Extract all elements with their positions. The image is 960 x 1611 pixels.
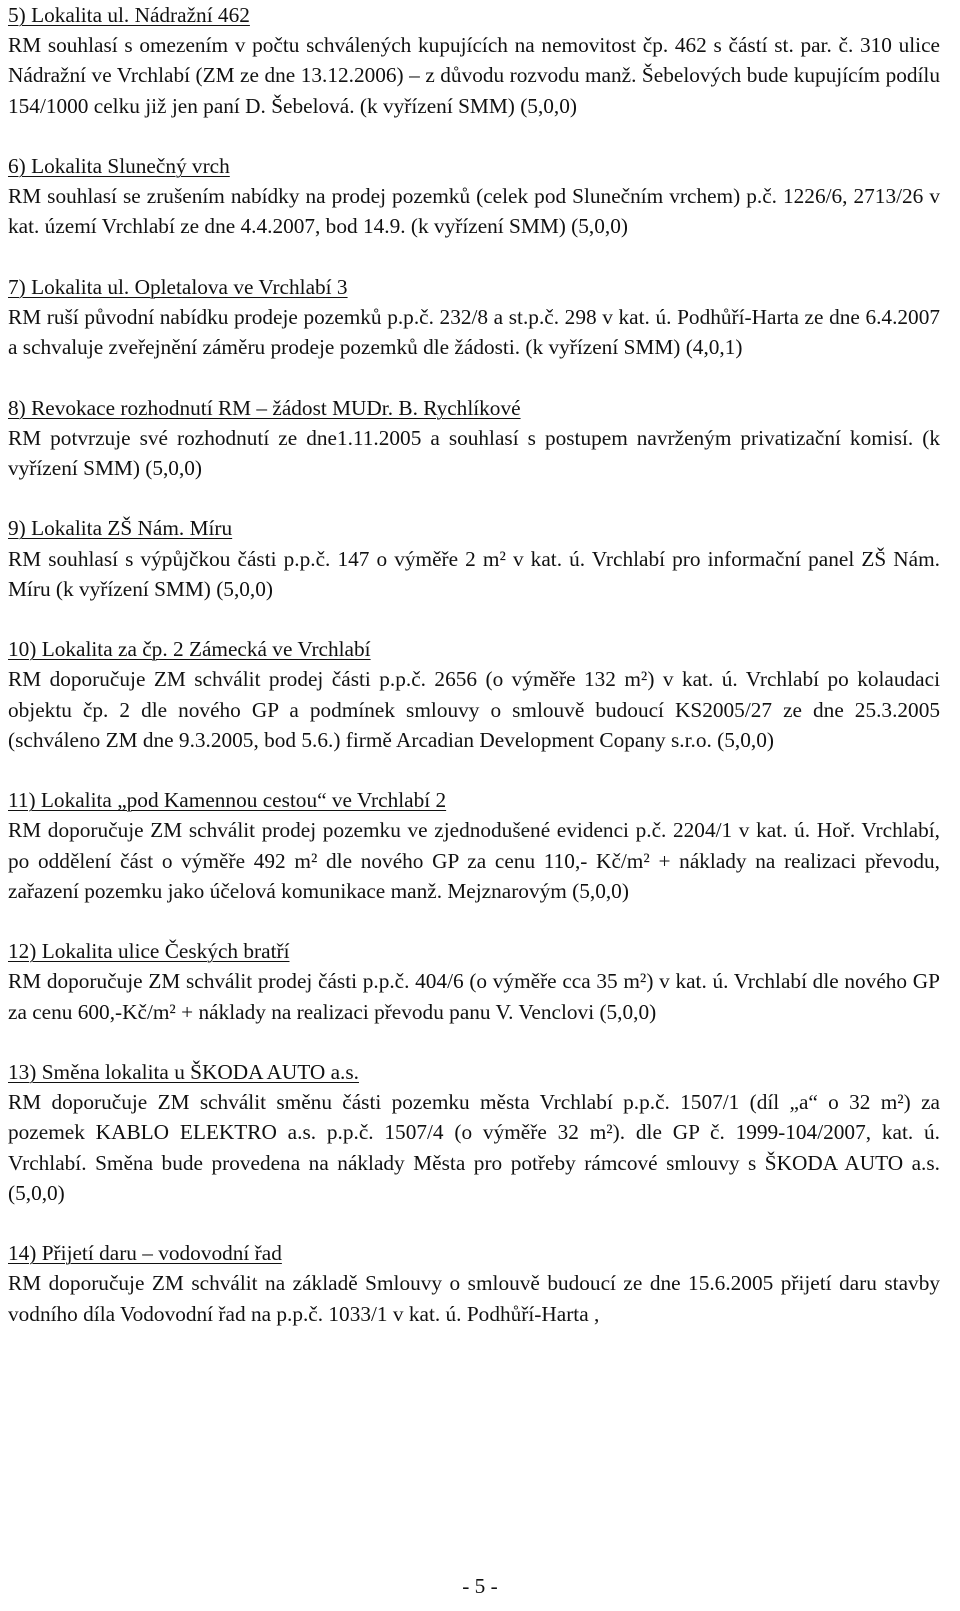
section-heading: 11) Lokalita „pod Kamennou cestou“ ve Vrchlabí 2: [8, 788, 447, 813]
section-10: [8, 634, 940, 755]
section-body: RM souhlasí se zrušením nabídky na prodej pozemků (celek pod Slunečním vrchem) p.č. 1226/6, 2713/26 v kat. území Vrchlabí ze dne 4.4.2007, bod 14.9. (k vyřízení SMM) (5,0,0): [8, 184, 940, 239]
section-heading: 8) Revokace rozhodnutí RM – žádost MUDr. B. Rychlíkové: [8, 395, 521, 420]
section-body: RM doporučuje ZM schválit směnu části pozemku města Vrchlabí p.p.č. 1507/1 (díl „a“ o 32 m²) za pozemek KABLO ELEKTRO a.s. p.p.č. 1507/4 (o výměře 32 m²). dle GP č. 1999-104/2007, kat. ú. Vrchlabí. Směna bude provedena na náklady Města pro potřeby rámcové smlouvy s ŠKODA AUTO a.s. (5,0,0): [8, 1090, 940, 1205]
section-body: RM doporučuje ZM schválit prodej části p.p.č. 404/6 (o výměře cca 35 m²) v kat. ú. Vrchlabí dle nového GP za cenu 600,-Kč/m² + náklady na realizaci převodu panu V. Venclovi (5,0,0): [8, 969, 940, 1024]
section-body: RM souhlasí s omezením v počtu schválených kupujících na nemovitost čp. 462 s částí st. par. č. 310 ulice Nádražní ve Vrchlabí (ZM ze dne 13.12.2006) – z důvodu rozvodu manž. Šebelových bude kupujícím podílu 154/1000 celku již jen paní D. Šebelová. (k vyřízení SMM) (5,0,0): [8, 33, 940, 118]
section-body: RM doporučuje ZM schválit prodej části p.p.č. 2656 (o výměře 132 m²) v kat. ú. Vrchlabí po kolaudaci objektu čp. 2 dle nového GP a podmínek smlouvy o smlouvě budoucí KS2005/27 ze dne 25.3.2005 (schváleno ZM dne 9.3.2005, bod 5.6.) firmě Arcadian Development Copany s.r.o. (5,0,0): [8, 667, 940, 752]
section-12: [8, 936, 940, 1027]
section-7: [8, 272, 940, 363]
section-heading: 9) Lokalita ZŠ Nám. Míru: [8, 516, 233, 541]
section-heading: 7) Lokalita ul. Opletalova ve Vrchlabí 3: [8, 274, 348, 299]
section-heading: 12) Lokalita ulice Českých bratří: [8, 939, 290, 964]
section-5: [8, 0, 940, 121]
section-6: [8, 151, 940, 242]
section-body: RM doporučuje ZM schválit na základě Smlouvy o smlouvě budoucí ze dne 15.6.2005 přijetí daru stavby vodního díla Vodovodní řad na p.p.č. 1033/1 v kat. ú. Podhůří-Harta ,: [8, 1271, 940, 1326]
section-8: [8, 393, 940, 484]
section-body: RM ruší původní nabídku prodeje pozemků p.p.č. 232/8 a st.p.č. 298 v kat. ú. Podhůří-Harta ze dne 6.4.2007 a schvaluje zveřejnění záměru prodeje pozemků dle žádosti. (k vyřízení SMM) (4,0,1): [8, 305, 940, 360]
section-heading: 6) Lokalita Slunečný vrch: [8, 154, 230, 178]
section-13: [8, 1057, 940, 1208]
section-heading: 13) Směna lokalita u ŠKODA AUTO a.s.: [8, 1059, 359, 1084]
section-11: [8, 785, 940, 906]
section-heading: 14) Přijetí daru – vodovodní řad: [8, 1241, 282, 1266]
page-number: - 5 -: [462, 1574, 498, 1598]
section-body: RM potvrzuje své rozhodnutí ze dne1.11.2005 a souhlasí s postupem navrženým privatizační komisí. (k vyřízení SMM) (5,0,0): [8, 425, 940, 480]
section-heading: 5) Lokalita ul. Nádražní 462: [8, 3, 250, 27]
section-9: [8, 513, 940, 604]
section-body: RM souhlasí s výpůjčkou části p.p.č. 147 o výměře 2 m² v kat. ú. Vrchlabí pro informační panel ZŠ Nám. Míru (k vyřízení SMM) (5,0,0): [8, 546, 940, 601]
section-body: RM doporučuje ZM schválit prodej pozemku ve zjednodušené evidenci p.č. 2204/1 v kat. ú. Hoř. Vrchlabí, po oddělení část o výměře 492 m² dle nového GP za cenu 110,- Kč/m² + náklady na realizaci převodu, zařazení pozemku jako účelová komunikace manž. Mejznarovým (5,0,0): [8, 818, 940, 903]
section-heading: 10) Lokalita za čp. 2 Zámecká ve Vrchlabí: [8, 637, 371, 662]
section-14: [8, 1238, 940, 1329]
